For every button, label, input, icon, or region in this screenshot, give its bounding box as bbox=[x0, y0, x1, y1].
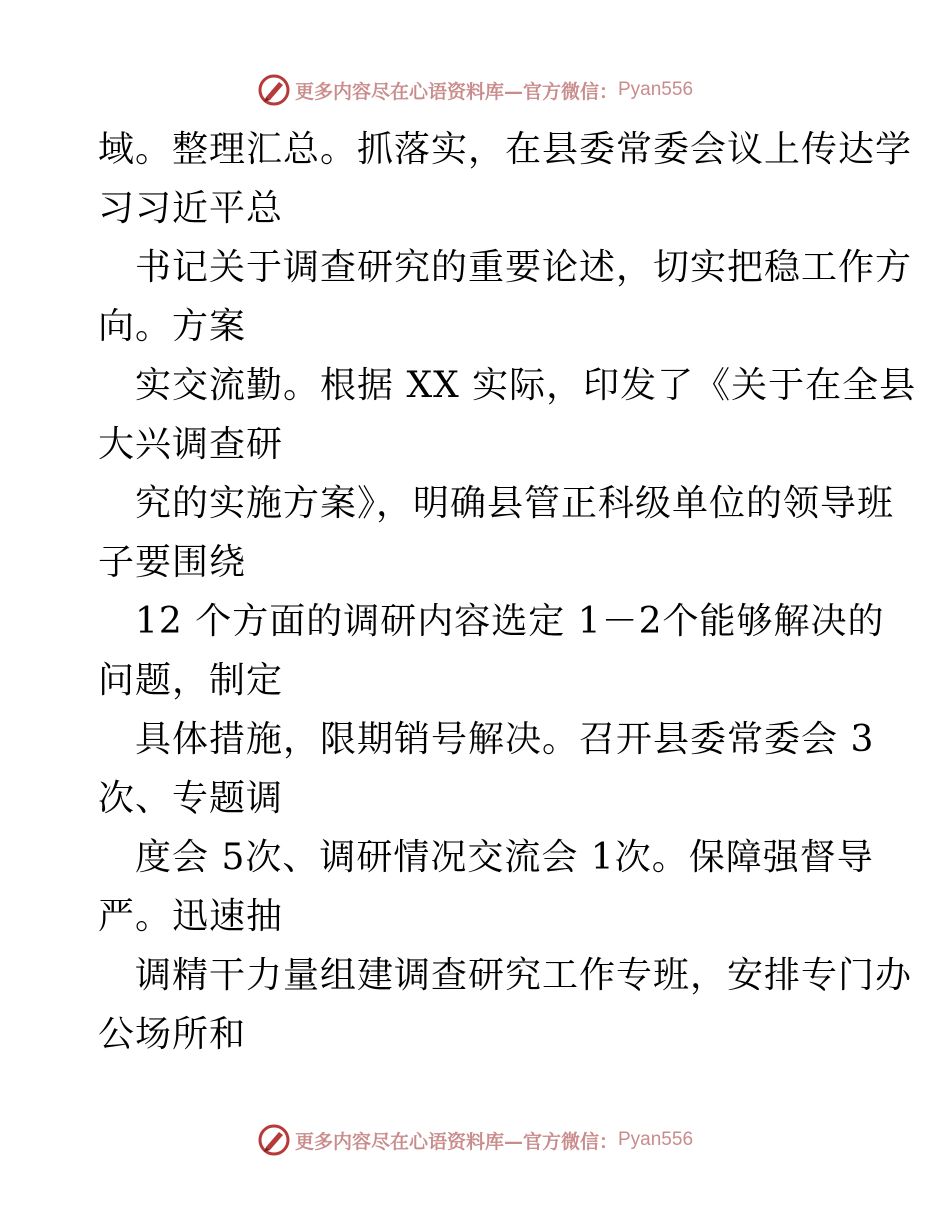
text-line: 具体措施，限期销号解决。召开县委常委会 3 bbox=[135, 719, 875, 760]
text-line: 12 个方面的调研内容选定 1－2个能够解决的 bbox=[135, 601, 885, 642]
text-line: 公场所和 bbox=[98, 1014, 247, 1055]
text-line: 习习近平总 bbox=[98, 188, 284, 229]
header-banner bbox=[0, 70, 950, 110]
header-banner-text: 更多内容尽在心语资料库—官方微信： bbox=[294, 80, 618, 103]
footer-banner-text: 更多内容尽在心语资料库—官方微信： bbox=[294, 1130, 618, 1153]
text-line: 书记关于调查研究的重要论述，切实把稳工作方 bbox=[135, 247, 913, 288]
footer-banner bbox=[0, 1120, 950, 1160]
text-line: 子要围绕 bbox=[98, 542, 247, 583]
text-line: 向。方案 bbox=[98, 306, 247, 347]
text-line: 问题，制定 bbox=[98, 660, 284, 701]
text-line: 究的实施方案》，明确县管正科级单位的领导班 bbox=[135, 483, 895, 524]
footer-banner-wechat-id: Pyan556 bbox=[618, 1129, 694, 1150]
text-line: 域。整理汇总。抓落实，在县委常委会议上传达学 bbox=[98, 129, 913, 170]
document-body bbox=[98, 120, 917, 1064]
text-line: 实交流勤。根据 XX 实际，印发了《关于在全县 bbox=[135, 365, 917, 406]
text-line: 严。迅速抽 bbox=[98, 896, 284, 937]
text-line: 次、专题调 bbox=[98, 778, 284, 819]
text-line: 调精干力量组建调查研究工作专班，安排专门办 bbox=[135, 955, 913, 996]
text-line: 大兴调查研 bbox=[98, 424, 284, 465]
pen-logo-icon bbox=[257, 1123, 291, 1157]
pen-logo-icon bbox=[257, 73, 291, 107]
text-line: 度会 5次、调研情况交流会 1次。保障强督导 bbox=[135, 837, 874, 878]
header-banner-wechat-id: Pyan556 bbox=[618, 79, 694, 100]
